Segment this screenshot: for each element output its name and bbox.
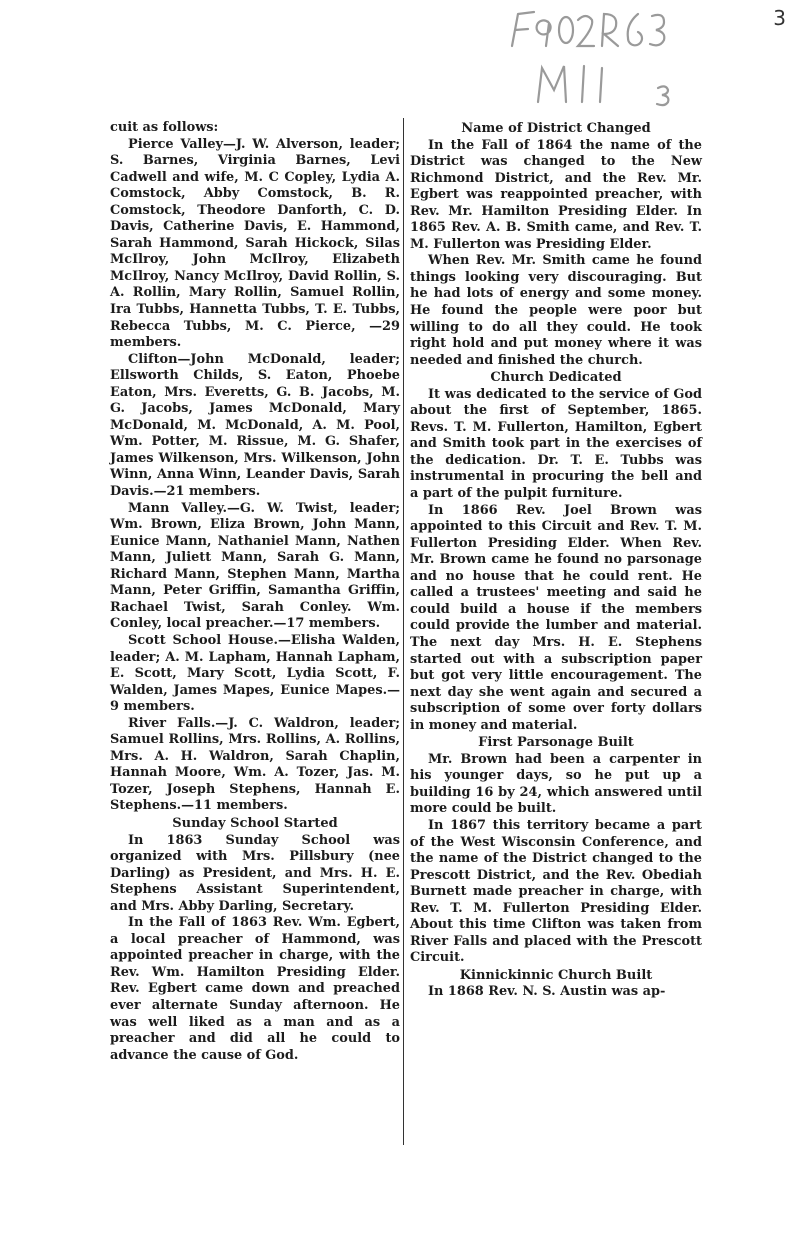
paragraph: It was dedicated to the service of God about the first of September, 1865. Revs. T. M. Fullerton, Hamilton, Egbert and Smith took part in the exercises of the dedication. Dr. T. E. Tubbs was instrumental in procuring the bell and a part of the pulpit furniture. xyxy=(410,386,702,502)
paragraph: Mann Valley.—G. W. Twist, leader; Wm. Brown, Eliza Brown, John Mann, Eunice Mann, Nathaniel Mann, Nathen Mann, Juliett Mann, Sarah G. Mann, Richard Mann, Stephen Mann, Martha Mann, Peter Griffin, Samantha Griffin, Rachael Twist, Sarah Conley. Wm. Conley, local preacher.—17 members. xyxy=(110,500,400,632)
paragraph: Mr. Brown had been a carpenter in his younger days, so he put up a building 16 by 24, which answered until more could be built. xyxy=(410,751,702,817)
section-heading: Church Dedicated xyxy=(490,370,622,386)
page-number: 3 xyxy=(773,6,786,30)
paragraph: In 1866 Rev. Joel Brown was appointed to this Circuit and Rev. T. M. Fullerton Presiding Elder. When Rev. Mr. Brown came he found no parsonage and no house that he could rent. He called a trustees' meeting and said he could build a house if the members could provide the lumber and material. The next day Mrs. H. E. Stephens started out with a subscription paper but got very little encouragement. The next day she went again and secured a subscription of some over forty dollars in money and material. xyxy=(410,502,702,733)
paragraph: In the Fall of 1864 the name of the District was changed to the New Richmond District, and the Rev. Mr. Egbert was reappointed preacher, with Rev. Mr. Hamilton Presiding Elder. In 1865 Rev. A. B. Smith came, and Rev. T. M. Fullerton was Presiding Elder. xyxy=(410,137,702,252)
left-column xyxy=(110,120,400,1064)
right-column xyxy=(410,120,702,1001)
paragraph: In the Fall of 1863 Rev. Wm. Egbert, a local preacher of Hammond, was appointed preacher in charge, with the Rev. Wm. Hamilton Presiding Elder. Rev. Egbert came down and preached ever alternate Sunday afternoon. He was well liked as a man and as a preacher and did all he could to advance the cause of God. xyxy=(110,915,400,1063)
paragraph: In 1868 Rev. N. S. Austin was ap- xyxy=(428,984,666,1000)
paragraph: Scott School House.—Elisha Walden, leader; A. M. Lapham, Hannah Lapham, E. Scott, Mary Scott, Lydia Scott, F. Walden, James Mapes, Eunice Mapes.—9 members. xyxy=(110,632,400,715)
paragraph: cuit as follows: xyxy=(110,120,219,135)
column-divider xyxy=(403,118,404,1145)
paragraph: When Rev. Mr. Smith came he found things looking very discouraging. But he had lots of energy and some money. He found the people were poor but willing to do all they could. He took right hold and put money where it was needed and finished the church. xyxy=(410,253,702,368)
section-heading: Name of District Changed xyxy=(461,121,651,136)
paragraph: River Falls.—J. C. Waldron, leader; Samuel Rollins, Mrs. Rollins, A. Rollins, Mrs. A. H. Waldron, Sarah Chaplin, Hannah Moore, Wm. A. Tozer, Jas. M. Tozer, Joseph Stephens, Hannah E. Stephens.—11 members. xyxy=(110,715,400,814)
paragraph: In 1863 Sunday School was organized with Mrs. Pillsbury (nee Darling) as President, and Mrs. H. E. Stephens Assistant Superintendent, and Mrs. Abby Darling, Secretary. xyxy=(110,832,400,914)
paragraph: Clifton—John McDonald, leader; Ellsworth Childs, S. Eaton, Phoebe Eaton, Mrs. Everetts, G. B. Jacobs, M. G. Jacobs, James McDonald, Mary McDonald, M. McDonald, A. M. Pool, Wm. Potter, M. Rissue, M. G. Shafer, James Wilkenson, Mrs. Wilkenson, John Winn, Anna Winn, Leander Davis, Sarah Davis.—21 members. xyxy=(110,351,400,500)
section-heading: First Parsonage Built xyxy=(478,735,634,751)
handwritten-archive-note xyxy=(508,6,698,116)
section-heading: Sunday School Started xyxy=(172,815,338,831)
paragraph: Pierce Valley—J. W. Alverson, leader; S. Barnes, Virginia Barnes, Levi Cadwell and wife, M. C Copley, Lydia A. Comstock, Abby Comstock, B. R. Comstock, Theodore Danforth, C. D. Davis, Catherine Davis, E. Hammond, Sarah Hammond, Sarah Hickock, Silas McIlroy, John McIlroy, Elizabeth McIlroy, Nancy McIlroy, David Rollin, S. A. Rollin, Mary Rollin, Samuel Rollin, Ira Tubbs, Hannetta Tubbs, T. E. Tubbs, Rebecca Tubbs, M. C. Pierce, —29 members. xyxy=(110,136,400,351)
section-heading: Kinnickinnic Church Built xyxy=(459,967,653,983)
paragraph: In 1867 this territory became a part of the West Wisconsin Conference, and the name of the District changed to the Prescott District, and the Rev. Obediah Burnett made preacher in charge, with Rev. T. M. Fullerton Presiding Elder. About this time Clifton was taken from River Falls and placed with the Prescott Circuit. xyxy=(410,817,702,966)
